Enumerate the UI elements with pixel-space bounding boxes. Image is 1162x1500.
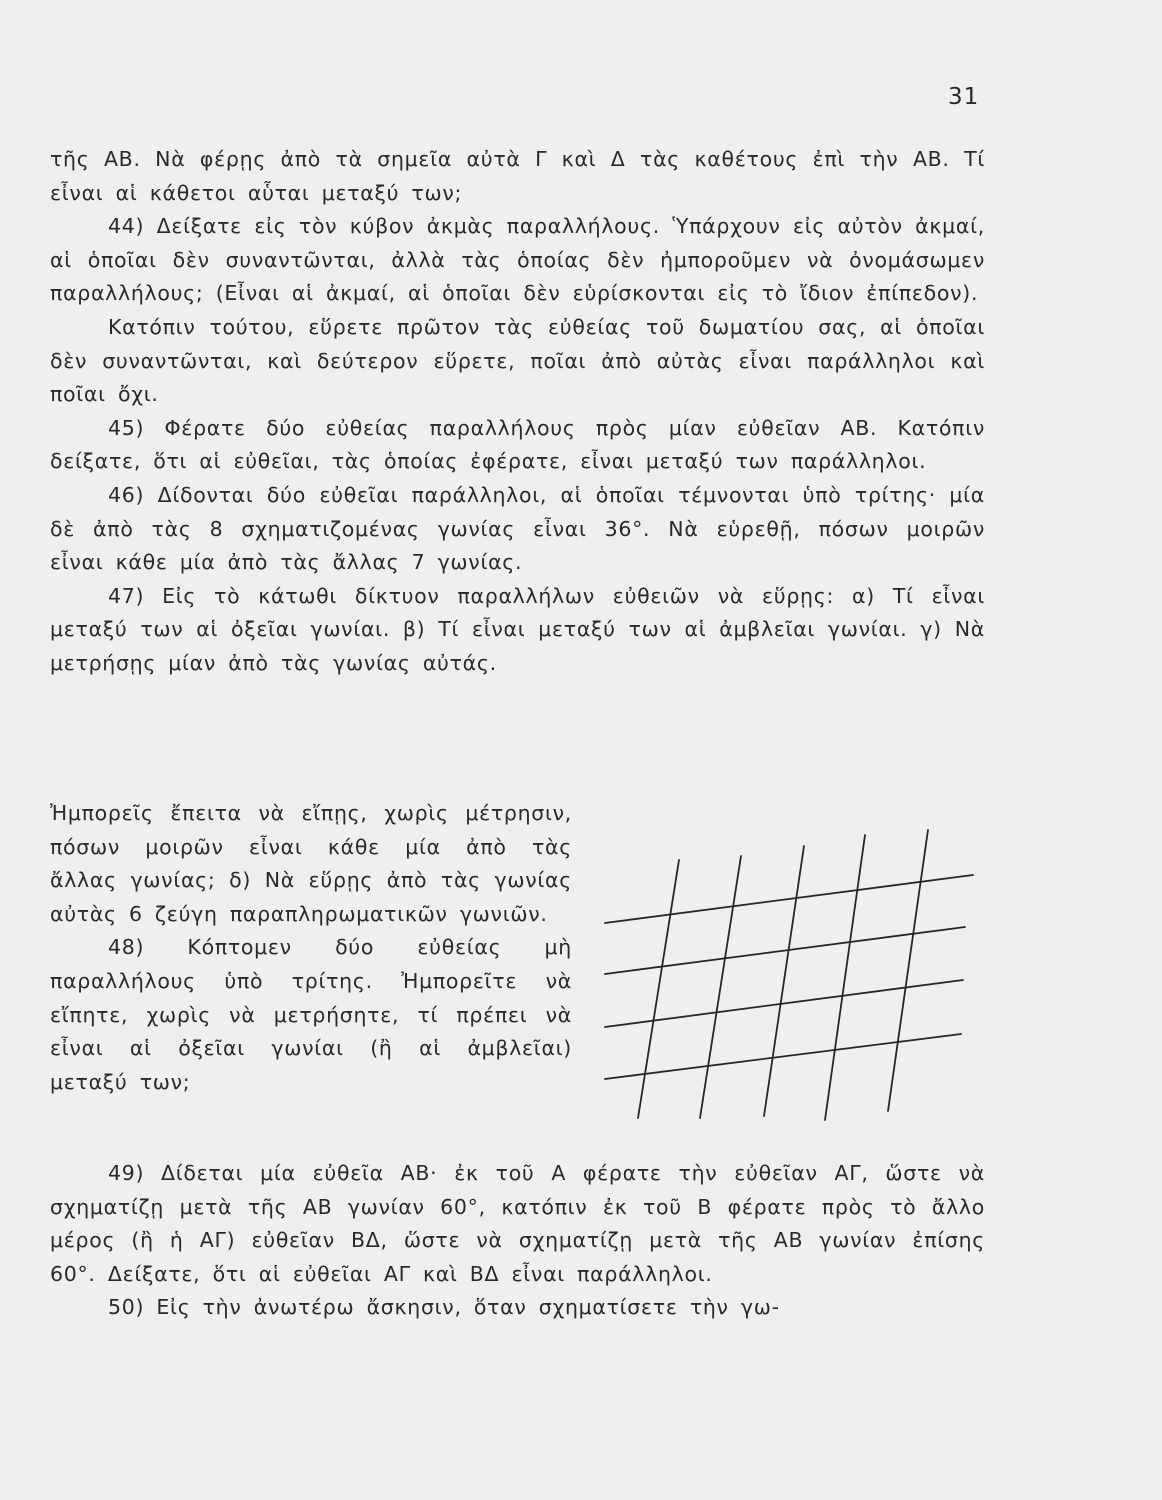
exercise-45: 45) Φέρατε δύο εὐθείας παραλλήλους πρὸς μίαν εὐθεῖαν ΑΒ. Κατόπιν δείξατε, ὅτι αἱ εὐθεῖαι, τὰς ὁποίας ἐφέρατε, εἶναι μεταξύ των παράλληλοι.	[50, 415, 985, 474]
parallel-lines-grid-figure	[595, 828, 985, 1128]
page-number: 31	[948, 84, 980, 110]
grid-line-vertical	[888, 830, 928, 1111]
exercise-47-continuation: Ἠμπορεῖς ἔπειτα νὰ εἴπῃς, χωρὶς μέτρησιν, πόσων μοιρῶν εἶναι κάθε μία ἀπὸ τὰς ἄλλας γωνίας; δ) Νὰ εὕρῃς ἀπὸ τὰς γωνίας αὐτὰς 6 ζεύγη παραπληρωματικῶν γωνιῶν.	[50, 801, 572, 926]
grid-line-vertical	[764, 846, 804, 1116]
exercise-46: 46) Δίδονται δύο εὐθεῖαι παράλληλοι, αἱ ὁποῖαι τέμνονται ὑπὸ τρίτης· μία δὲ ἀπὸ τὰς 8 σχηματιζομένας γωνίας εἶναι 36°. Νὰ εὑρεθῇ, πόσων μοιρῶν εἶναι κάθε μία ἀπὸ τὰς ἄλλας 7 γωνίας.	[50, 482, 985, 575]
grid-line-slanted	[605, 1034, 961, 1079]
exercise-47: 47) Εἰς τὸ κάτωθι δίκτυον παραλλήλων εὐθειῶν νὰ εὕρῃς: α) Τί εἶναι μεταξύ των αἱ ὀξεῖαι γωνίαι. β) Τί εἶναι μεταξύ των αἱ ἀμβλεῖαι γωνίαι. γ) Νὰ μετρήσῃς μίαν ἀπὸ τὰς γωνίας αὐτάς.	[50, 583, 985, 675]
grid-line-vertical	[825, 835, 865, 1120]
exercise-49: 49) Δίδεται μία εὐθεῖα ΑΒ· ἐκ τοῦ Α φέρατε τὴν εὐθεῖαν ΑΓ, ὥστε νὰ σχηματίζῃ μετὰ τῆς ΑΒ γωνίαν 60°, κατόπιν ἐκ τοῦ Β φέρατε πρὸς τὸ ἄλλο μέρος (ἢ ἡ ΑΓ) εὐθεῖαν ΒΔ, ὥστε νὰ σχηματίζῃ μετὰ τῆς ΑΒ γωνίαν ἐπίσης 60°. Δείξατε, ὅτι αἱ εὐθεῖαι ΑΓ καὶ ΒΔ εἶναι παράλληλοι.	[50, 1161, 985, 1286]
paragraph-43-continuation: τῆς ΑΒ. Νὰ φέρῃς ἀπὸ τὰ σημεῖα αὐτὰ Γ καὶ Δ τὰς καθέτους ἐπὶ τὴν ΑΒ. Τί εἶναι αἱ κάθετοι αὗται μεταξύ των;	[50, 147, 985, 205]
exercise-44-continuation: Κατόπιν τούτου, εὕρετε πρῶτον τὰς εὐθείας τοῦ δωματίου σας, αἱ ὁποῖαι δὲν συναντῶνται, καὶ δεύτερον εὕρετε, ποῖαι ἀπὸ αὐτὰς εἶναι παράλληλοι καὶ ποῖαι ὄχι.	[50, 314, 985, 407]
exercise-50: 50) Εἰς τὴν ἀνωτέρω ἄσκησιν, ὅταν σχηματίσετε τὴν γω-	[108, 1295, 780, 1320]
text-block-bottom	[50, 1157, 985, 1325]
exercise-48: 48) Κόπτομεν δύο εὐθείας μὴ παραλλήλους ὑπὸ τρίτης. Ἠμπορεῖτε νὰ εἴπητε, χωρὶς νὰ μετρήσητε, τί πρέπει νὰ εἶναι αἱ ὀξεῖαι γωνίαι (ἢ αἱ ἀμβλεῖαι) μεταξύ των;	[50, 935, 572, 1094]
text-block-beside-figure	[50, 797, 572, 1099]
grid-line-vertical	[700, 856, 741, 1118]
text-block-top	[50, 143, 985, 681]
grid-line-vertical	[638, 860, 679, 1118]
exercise-44: 44) Δείξατε εἰς τὸν κύβον ἀκμὰς παραλλήλους. Ὑπάρχουν εἰς αὐτὸν ἀκμαί, αἱ ὁποῖαι δὲν συναντῶνται, ἀλλὰ τὰς ὁποίας δὲν ἠμποροῦμεν νὰ ὀνομάσωμεν παραλλήλους; (Εἶναι αἱ ἀκμαί, αἱ ὁποῖαι δὲν εὑρίσκονται εἰς τὸ ἴδιον ἐπίπεδον).	[50, 214, 985, 306]
near-vertical-lines	[638, 830, 928, 1120]
